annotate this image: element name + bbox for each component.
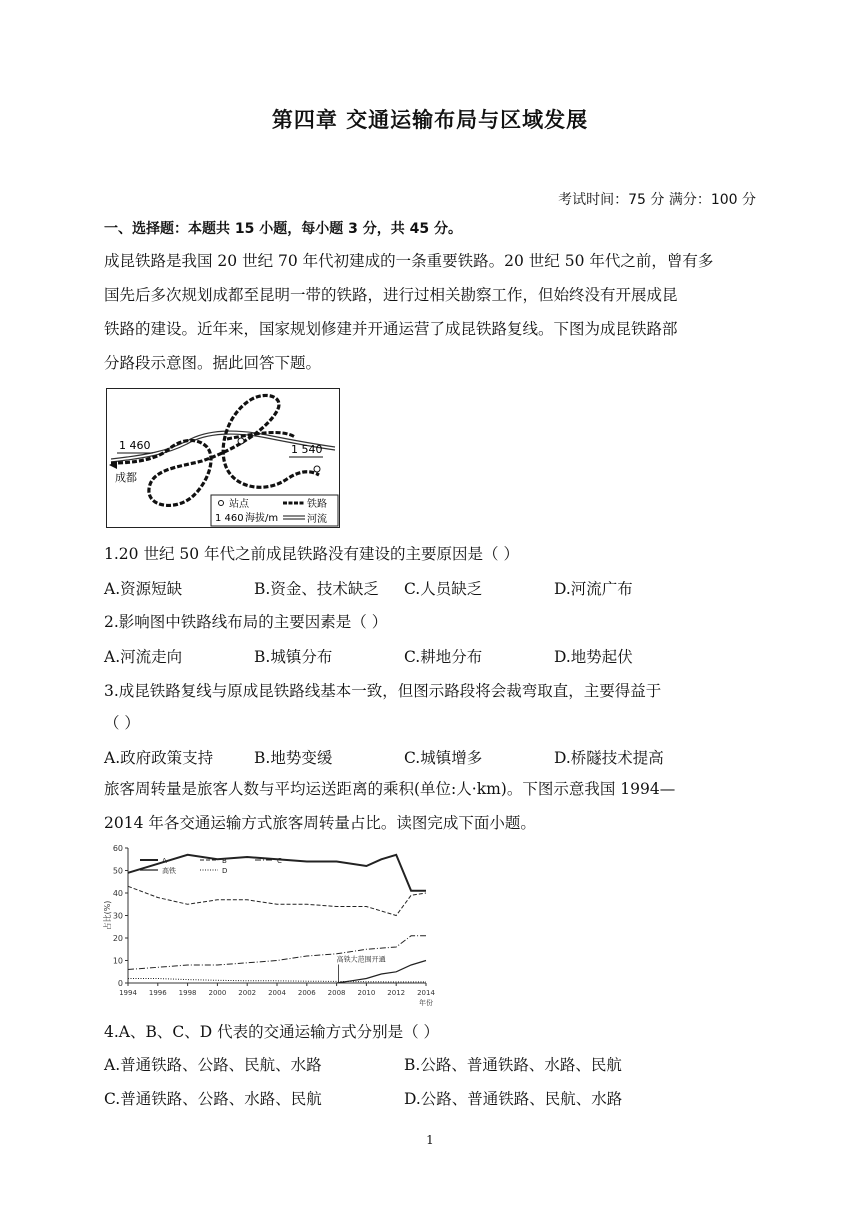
q3-option-b[interactable]: B.地势变缓 [254,749,333,767]
series-line-B [128,886,426,915]
legend-river-label: 河流 [307,514,327,525]
q4-option-d[interactable]: D.公路、普通铁路、民航、水路 [404,1090,623,1108]
x-tick-label: 2010 [357,989,376,997]
q4-option-b[interactable]: B.公路、普通铁路、水路、民航 [404,1056,622,1074]
page-title: 第四章 交通运输布局与区域发展 [271,108,589,132]
x-axis-label: 年份 [419,999,433,1007]
x-tick-label: 1998 [178,989,197,997]
passage-line: 铁路的建设。近年来，国家规划修建并开通运营了成昆铁路复线。下图为成昆铁路部 [104,320,678,338]
q3-option-a[interactable]: A.政府政策支持 [104,749,214,767]
station-icon [238,438,244,444]
railway-map [106,388,340,528]
q1-option-c[interactable]: C.人员缺乏 [404,580,483,598]
y-axis-label: 占比(%) [103,900,112,931]
x-tick-label: 2006 [297,989,316,997]
passage-line: 国先后多次规划成都至昆明一带的铁路，进行过相关勘察工作，但始终没有开展成昆 [104,286,678,304]
y-tick-label: 50 [112,866,123,876]
railway-map-drawing [107,389,339,527]
q2-option-d[interactable]: D.地势起伏 [554,648,633,666]
legend-station-icon [219,501,224,506]
series-line-D [128,979,426,982]
passage-2 [104,772,760,840]
question-2-stem: 2.影响图中铁路线布局的主要因素是（ ） [104,613,388,631]
q1-option-d[interactable]: D.河流广布 [554,580,633,598]
y-tick-label: 60 [112,844,123,853]
x-tick-label: 2000 [208,989,227,997]
x-tick-label: 2014 [417,989,435,997]
x-tick-label: 2008 [327,989,346,997]
question-4-stem: 4.A、B、C、D 代表的交通运输方式分别是（ ） [104,1023,440,1041]
passage-line: 旅客周转量是旅客人数与平均运送距离的乘积(单位:人·km)。下图示意我国 1994— [104,780,676,798]
q4-option-a[interactable]: A.普通铁路、公路、民航、水路 [104,1056,322,1074]
city-label: 成都 [115,471,137,484]
question-3-stem-cont: （ ） [104,714,140,732]
x-tick-label: 2012 [387,989,406,997]
q3-option-c[interactable]: C.城镇增多 [404,749,483,767]
q3-option-d[interactable]: D.桥隧技术提高 [554,749,664,767]
section-heading: 一、选择题：本题共 15 小题，每小题 3 分，共 45 分。 [104,221,462,237]
annotation-label: 高铁大范围开通 [336,955,386,964]
legend-label: 高铁 [162,867,176,875]
legend-railway-label: 铁路 [307,499,327,510]
exam-meta: 考试时间：75 分 满分：100 分 [558,192,756,208]
y-tick-label: 20 [112,934,123,943]
y-tick-label: 40 [112,889,123,898]
chart-svg [100,840,440,1010]
passenger-turnover-chart [100,840,440,1010]
passage-1 [104,244,760,380]
legend-elevation-label: 海拔/m [245,513,279,524]
legend-label: A [162,857,167,865]
y-tick-label: 10 [112,956,123,966]
elevation-right-label: 1 540 [291,443,323,456]
question-1-stem: 1.20 世纪 50 年代之前成昆铁路没有建设的主要原因是（ ） [104,545,519,563]
series-line-高铁 [337,961,426,984]
x-tick-label: 2002 [238,989,257,997]
question-3-stem: 3.成昆铁路复线与原成昆铁路线基本一致，但图示路段将会裁弯取直，主要得益于 [104,682,662,700]
q1-option-a[interactable]: A.资源短缺 [104,580,183,598]
passage-line: 2014 年各交通运输方式旅客周转量占比。读图完成下面小题。 [104,814,536,832]
x-tick-label: 2004 [268,989,286,997]
legend-label: B [222,857,227,865]
series-line-C [128,936,426,970]
station-icon [314,466,320,472]
x-tick-label: 1994 [119,989,137,997]
q2-option-c[interactable]: C.耕地分布 [404,648,483,666]
y-tick-label: 0 [117,979,123,988]
y-tick-label: 30 [112,911,123,921]
legend-elevation-value: 1 460 [215,513,244,524]
legend-label: D [222,867,228,875]
passage-line: 成昆铁路是我国 20 世纪 70 年代初建成的一条重要铁路。20 世纪 50 年代之前，曾有多 [104,252,714,270]
q1-option-b[interactable]: B.资金、技术缺乏 [254,580,379,598]
q2-option-a[interactable]: A.河流走向 [104,648,183,666]
legend-label: C [277,857,282,865]
page-number: 1 [426,1133,434,1147]
passage-line: 分路段示意图。据此回答下题。 [104,354,322,372]
q4-option-c[interactable]: C.普通铁路、公路、水路、民航 [104,1090,322,1108]
elevation-left-label: 1 460 [119,439,151,452]
q2-option-b[interactable]: B.城镇分布 [254,648,333,666]
legend-station-label: 站点 [229,499,249,510]
x-tick-label: 1996 [148,989,167,997]
